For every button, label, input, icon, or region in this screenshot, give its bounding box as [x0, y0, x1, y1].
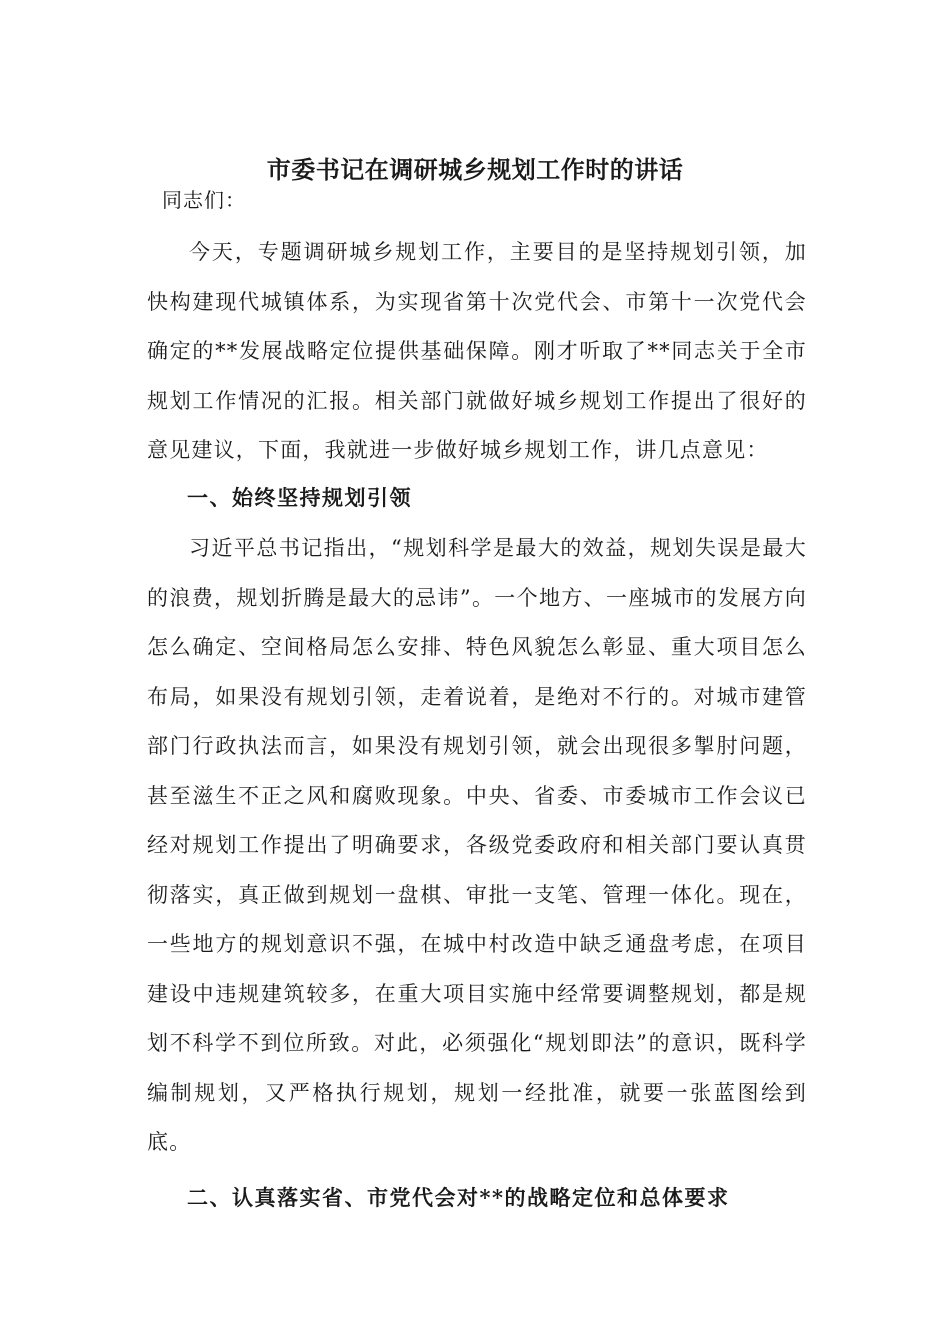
- document-title: 市委书记在调研城乡规划工作时的讲话: [266, 155, 684, 185]
- paragraph-section-1: 习近平总书记指出，“规划科学是最大的效益，规划失误是最大的浪费，规划折腾是最大的忌讳”。一个地方、一座城市的发展方向怎么确定、空间格局怎么安排、特色风貌怎么彰显、重大项目怎么布局，如果没有规划引领，走着说着，是绝对不行的。对城市建管部门行政执法而言，如果没有规划引领，就会出现很多掣肘问题，甚至滋生不正之风和腐败现象。中央、省委、市委城市工作会议已经对规划工作提出了明确要求，各级党委政府和相关部门要认真贯彻落实，真正做到规划一盘棋、审批一支笔、管理一体化。现在，一些地方的规划意识不强，在城中村改造中缺乏通盘考虑，在项目建设中违规建筑较多，在重大项目实施中经常要调整规划，都是规划不科学不到位所致。对此，必须强化“规划即法”的意识，既科学编制规划，又严格执行规划，规划一经批准，就要一张蓝图绘到底。: [147, 536, 807, 1154]
- section-heading-2: 二、认真落实省、市党代会对**的战略定位和总体要求: [187, 1185, 730, 1210]
- section-heading-1: 一、始终坚持规划引领: [187, 485, 412, 510]
- paragraph-intro: 今天，专题调研城乡规划工作，主要目的是坚持规划引领，加快构建现代城镇体系，为实现省第十次党代会、市第十一次党代会确定的**发展战略定位提供基础保障。刚才听取了**同志关于全市规划工作情况的汇报。相关部门就做好城乡规划工作提出了很好的意见建议，下面，我就进一步做好城乡规划工作，讲几点意见：: [147, 240, 807, 462]
- salutation: 同志们：: [162, 188, 246, 212]
